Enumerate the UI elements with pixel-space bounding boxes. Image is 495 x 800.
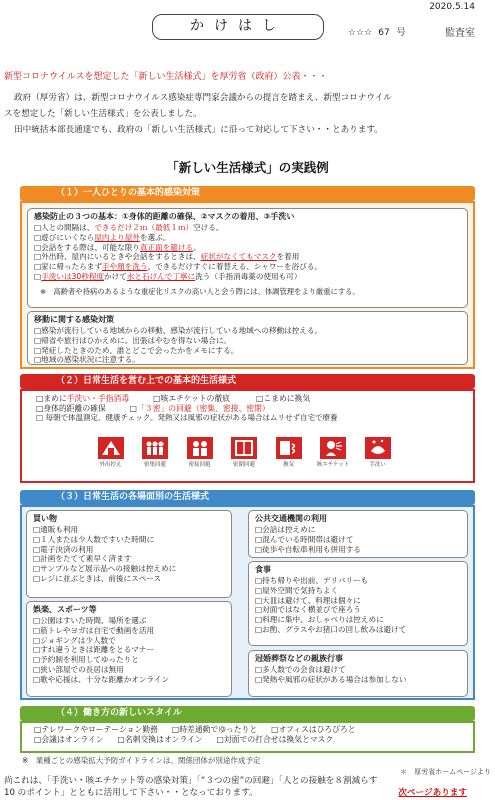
issue-label: 67 号 [378,28,406,38]
list-item: □料理に集中、おしゃべりは控えめに [255,615,384,625]
list-item: □多人数での会食は避けて [255,665,346,675]
habit-row-3: □ 毎朝で体温測定、健康チェック。発熱又は風邪の症状がある場合はムリせず自宅で療養 [36,413,338,423]
travel-item: □感染が流行している地域からの移動、感染が流行している地域への移動は控える。 [34,326,323,336]
list-item: □サンプルなど展示品への接触は控えめに [33,564,177,574]
section3-header: （３）日常生活の各場面別の生活様式 [20,490,475,505]
habit-row-2: □身体的距離の確保 □「３密」の回避（密集、密接、密閉） [36,403,270,413]
measure-handwash: □手洗いは30秒程度かけて水と石けんで丁寧に洗う（手指消毒薬の使用も可） [34,271,302,281]
travel-item: □帰省や旅行はひかえめに。出張はやむを得ない場合に。 [34,335,232,345]
section2-panel [20,389,475,483]
list-item: □ジョギングは少人数で [33,635,116,645]
transport-title: 公共交通機関の利用 [255,514,327,523]
crowd-icon: 密集回避 [139,435,172,469]
leisure-title: 娯楽、スポーツ等 [33,605,97,614]
elderly-note: ※ 高齢者や持病のあるような重症化リスクの高い人と会う際には、体調管理をより厳重にする。 [40,286,360,296]
list-item: □屋外空間で気持ちよく [255,585,339,595]
meals-title: 食事 [255,565,271,574]
list-item: □会話は控えめに [255,525,316,535]
newsletter-title: かけはし [164,14,312,40]
list-item: □筋トレやヨガは自宅で動画を活用 [33,625,155,635]
section4-header: （４）働き方の新しいスタイル [20,706,475,721]
guideline-note: ※ 業種ごとの感染拡大予防ガイドラインは、関係団体が別途作成予定 [22,756,261,765]
list-item: □徒歩や自転車利用も併用する [255,544,361,554]
section2-header: （２）日常生活を営む上での基本的生活様式 [20,374,475,389]
meals-box [248,561,468,646]
list-item: □歌や応援は、十分な距離かオンライン [33,674,170,684]
hand-wash-icon: 外出控え [94,435,127,469]
cough-etiquette-icon: 咳エチケット [317,435,350,469]
list-item: □お酌、グラスやお猪口の回し飲みは避けて [255,624,407,634]
basic-measures-box [27,208,468,308]
habit-icons [94,435,394,469]
leisure-box [26,601,232,697]
work-style-row-2: □会議はオンライン □名刺交換はオンライン □対面での打合せは換気とマスク [34,734,334,744]
measure-wash-home: □家に帰ったらまず手や顔を洗う。できるだけすぐに着替える、シャワーを浴びる。 [34,262,323,272]
handwashing-icon: 手洗い [361,435,394,469]
ceremony-title: 冠婚葬祭などの親族行事 [255,654,343,663]
intro-paragraph-2: 田中統括本部長通達でも、政府の「新しい生活様式」に沿って対応して下さい・・とあります。 [14,125,383,135]
closing-line-1: 尚これは、「手洗い・咳エチケット等の感染対策」「“３つの密”の回避」「人との接触を８割減らす [4,776,378,786]
list-item: □通販も利用 [33,525,79,535]
list-item: □公園はすいた時間、場所を選ぶ [33,616,147,626]
transport-box [248,510,468,558]
list-item: □電子決済の利用 [33,544,94,554]
work-style-row-1: □テレワークやローテーション勤務 □時差通勤でゆったりと □オフィスはひろびろと [34,725,356,734]
newsletter-title-banner [152,14,324,40]
list-item: □対面ではなく横並びで座ろう [255,605,361,615]
list-item: □狭い部屋での長居は無用 [33,664,124,674]
issue-number [348,28,406,39]
intro-paragraph-line2: スを想定した「新しい生活様式」を公表しました。 [4,109,202,119]
ventilation-icon: 換気 [272,435,305,469]
measure-mask: □外出時、屋内にいるときや会話をするときは、症状がなくてもマスクを着用 [34,252,300,262]
list-item: □発熱や風邪の症状がある場合は参加しない [255,674,407,684]
measure-face-to-face: □会話をする際は、可能な限り真正面を避ける。 [34,242,201,252]
measure-distance: □人との間隔は、できるだけ２ｍ（最低１ｍ）空ける。 [34,223,224,233]
measure-outdoors: □遊びにいくなら屋内より屋外を選ぶ。 [34,232,171,242]
list-item: □１人または少人数ですいた時間に [33,534,155,544]
closing-line-2: 10 のポイント」とともに活用して下さい・・となっております。 次ページあります [4,788,467,798]
closed-space-icon: 密閉回避 [228,435,261,469]
travel-item: □地域の感染状況に注意する。 [34,355,140,365]
issue-date: 2020.5.14 [429,2,475,12]
close-contact-icon: 密接回避 [183,435,216,469]
next-page-link[interactable]: 次ページあります [398,788,467,798]
department-name: 監査室 [445,28,475,39]
section1-header: （１）一人ひとりの基本的感染対策 [20,186,475,201]
list-item: □すれ違うときは距離をとるマナー [33,645,155,655]
shopping-box [26,510,232,598]
basic-measures-title: 感染防止の３つの基本：①身体的距離の確保、②マスクの着用、③手洗い [34,212,295,221]
list-item: □持ち帰りや出前、デリバリーも [255,576,369,586]
headline: 新型コロナウイルスを想定した「新しい生活様式」を厚労省（政府）公表・・・ [4,72,328,82]
list-item: □計画をたてて素早く済ます [33,554,132,564]
list-item: □大皿は避けて、料理は個々に [255,595,361,605]
list-item: □予約制を利用してゆったりと [33,655,139,665]
section4-panel [20,721,475,753]
star-decoration: ☆☆☆ [348,28,373,38]
intro-paragraph-line1: 政府（厚労省）は、新型コロナウイルス感染症専門家会議からの提言を踏まえ、新型コロナウイル [14,93,392,103]
shopping-title: 買い物 [33,514,57,523]
section1-panel [20,201,475,369]
travel-measures-title: 移動に関する感染対策 [34,315,114,324]
habit-row-1: □まめに手洗い・手指消毒 □咳エチケットの徹底 □こまめに換気 [36,394,311,403]
practice-examples-title: 「新しい生活様式」の実践例 [166,160,329,175]
section3-panel [20,505,475,700]
list-item: □レジに並ぶときは、前後にスペース [33,573,162,583]
travel-measures-box [27,311,468,365]
source-note: ＊ 厚労省ホームページより [400,768,491,776]
travel-item: □発症したときのため、誰とどこで会ったかをメモにする。 [34,345,239,355]
list-item: □混んでいる時間帯は避けて [255,534,354,544]
ceremony-box [248,650,468,697]
